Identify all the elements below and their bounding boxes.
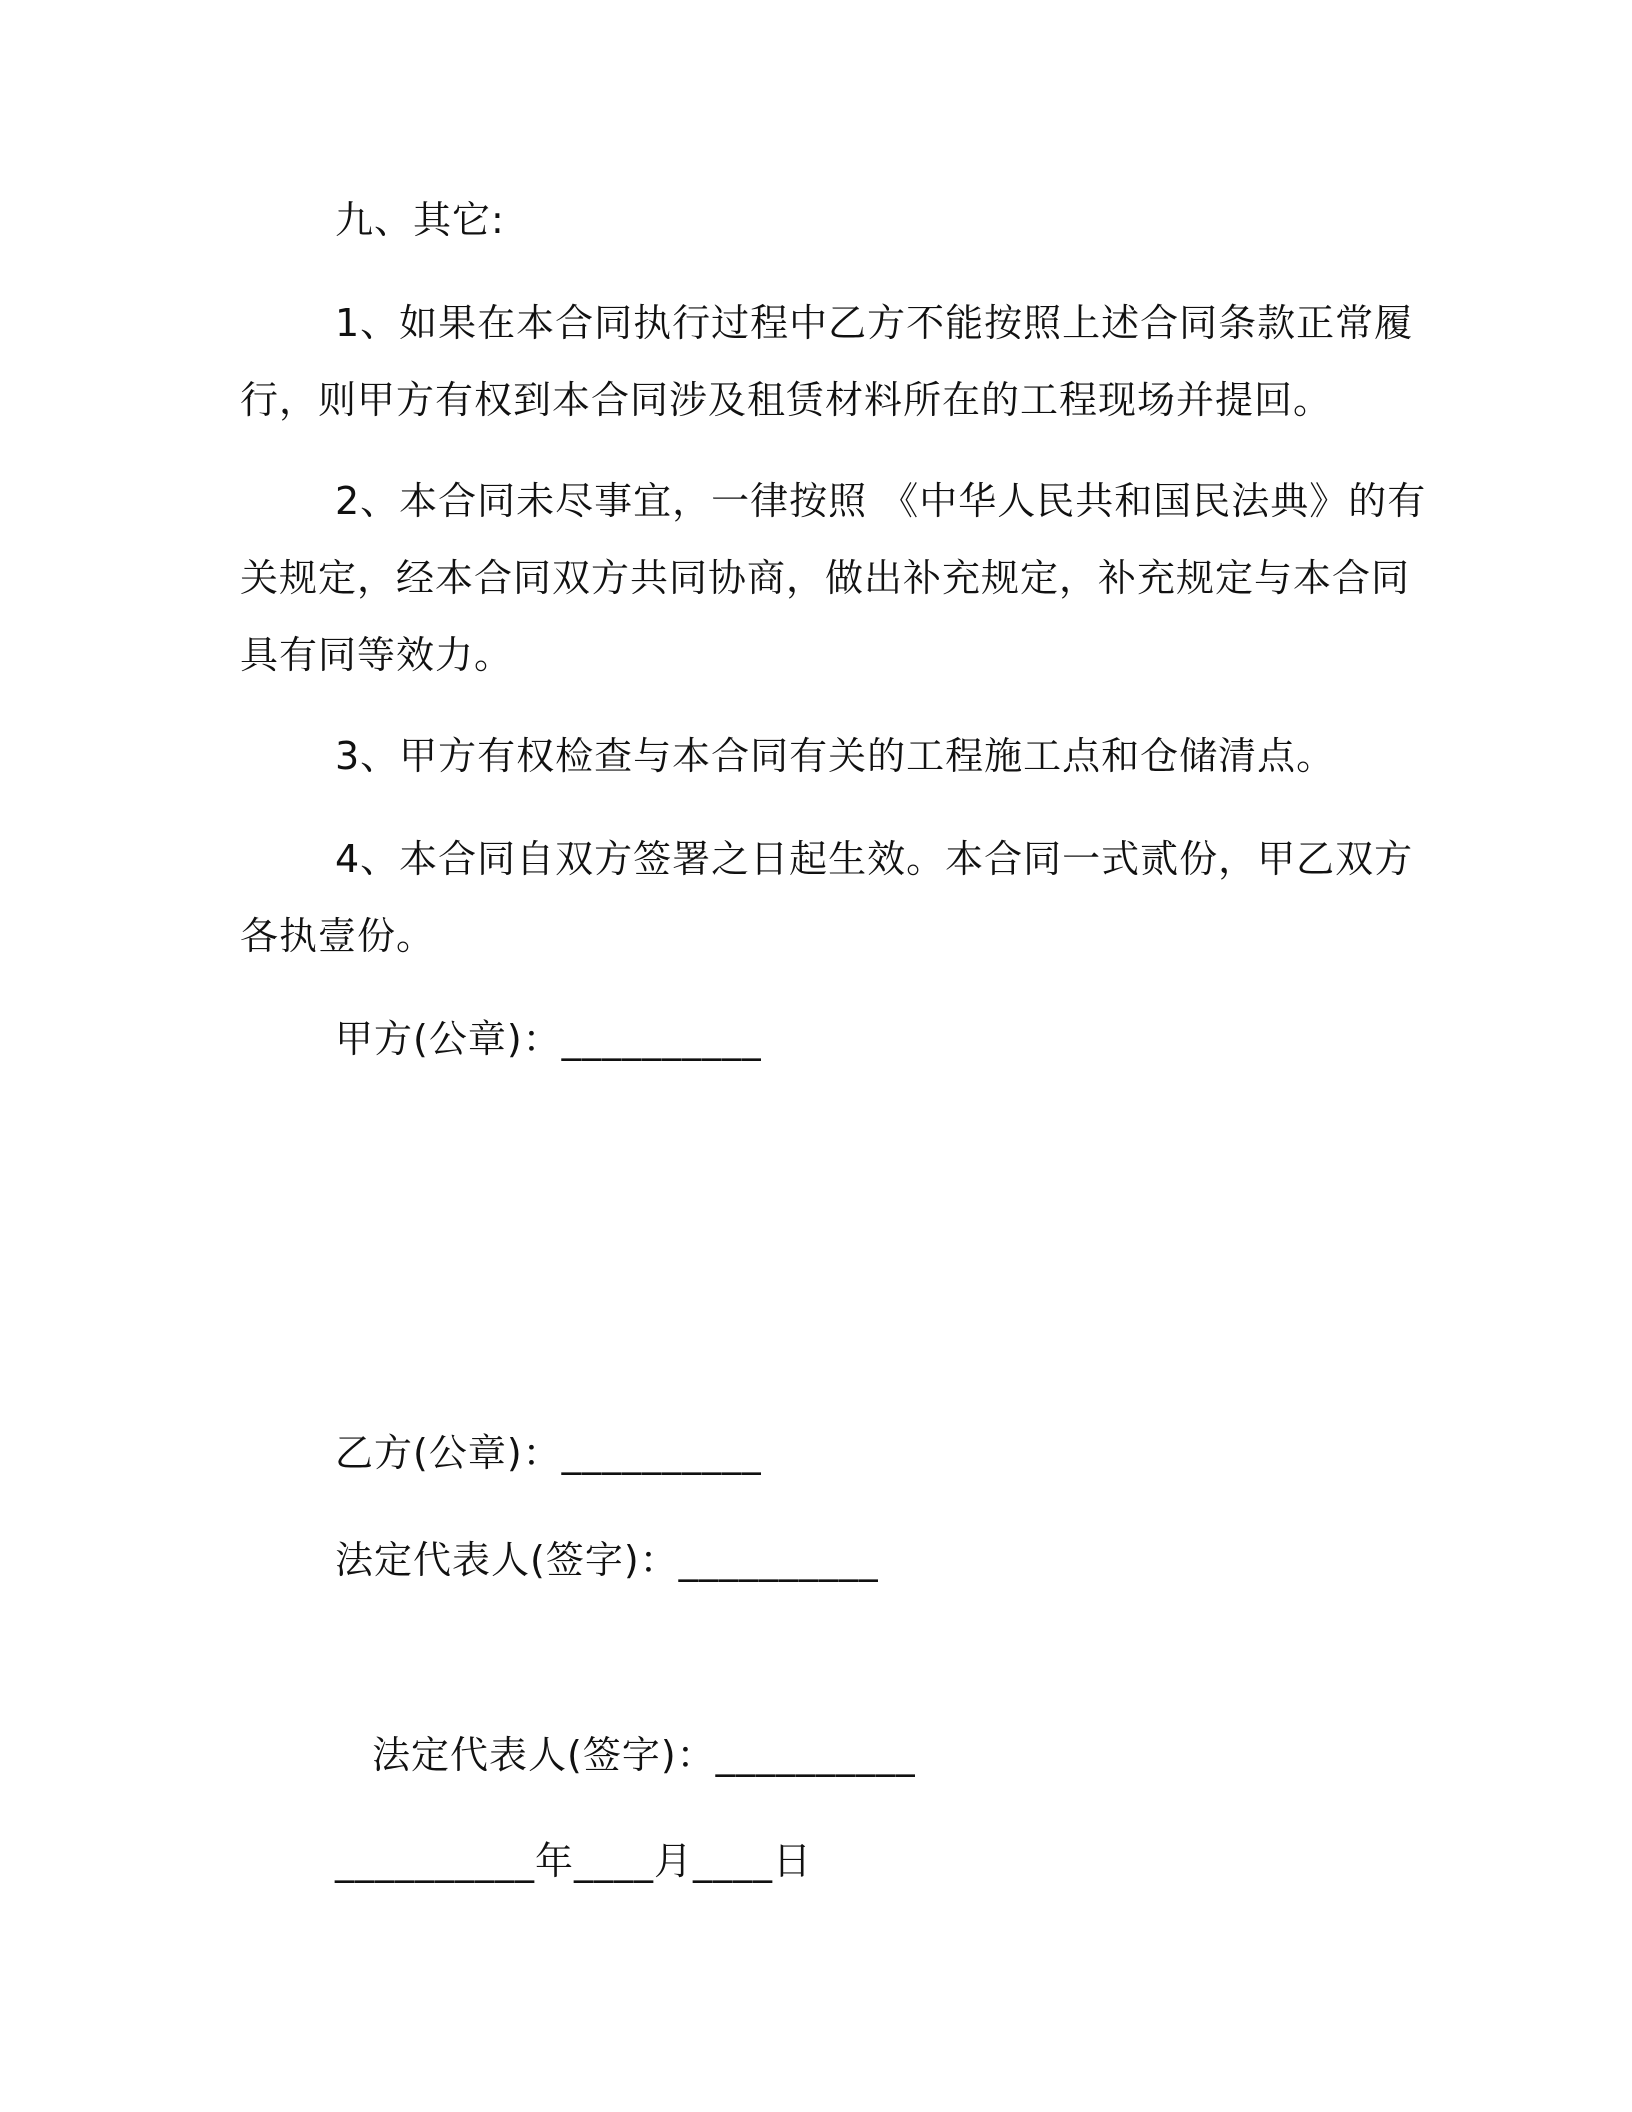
legal-representative-signature-field: 法定代表人(签字)：__________ bbox=[372, 1733, 916, 1777]
party-b-seal-field: 乙方(公章)：__________ bbox=[335, 1431, 762, 1475]
section-heading: 九、其它: bbox=[335, 198, 505, 242]
clause-line: 1、如果在本合同执行过程中乙方不能按照上述合同条款正常履 bbox=[335, 301, 1414, 345]
legal-representative-signature-field: 法定代表人(签字)：__________ bbox=[335, 1538, 879, 1582]
clause-line: 各执壹份。 bbox=[240, 914, 436, 958]
clause-line: 行，则甲方有权到本合同涉及租赁材料所在的工程现场并提回。 bbox=[240, 378, 1333, 422]
date-field: __________年____月____日 bbox=[335, 1839, 813, 1883]
clause-line: 3、甲方有权检查与本合同有关的工程施工点和仓储清点。 bbox=[335, 734, 1336, 778]
clause-line: 2、本合同未尽事宜，一律按照 《中华人民共和国民法典》的有 bbox=[335, 479, 1427, 523]
clause-line: 关规定，经本合同双方共同协商，做出补充规定，补充规定与本合同 bbox=[240, 556, 1411, 600]
clause-line: 4、本合同自双方签署之日起生效。本合同一式贰份，甲乙双方 bbox=[335, 837, 1414, 881]
party-a-seal-field: 甲方(公章)：__________ bbox=[335, 1017, 762, 1061]
clause-line: 具有同等效力。 bbox=[240, 633, 514, 677]
